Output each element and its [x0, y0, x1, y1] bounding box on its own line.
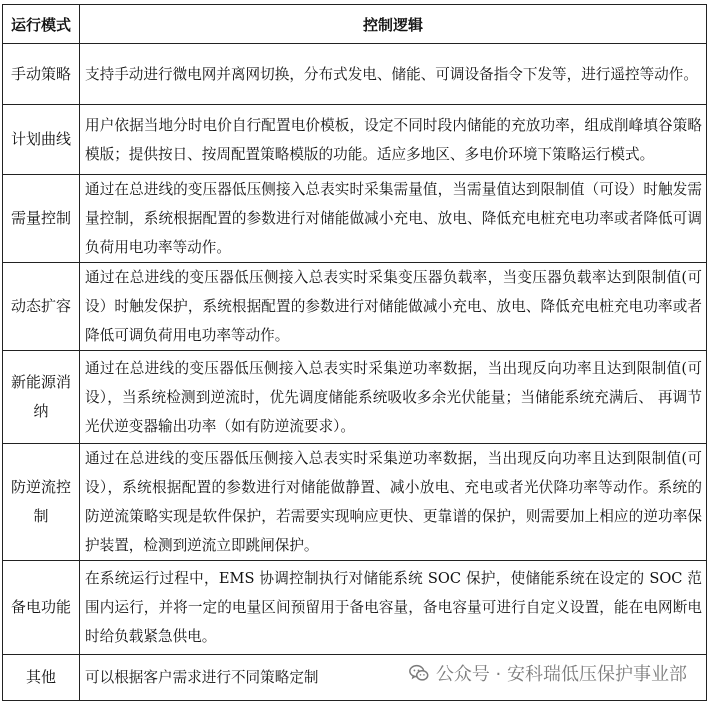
logic-cell: 通过在总进线的变压器低压侧接入总表实时采集变压器负载率，当变压器负载率达到限制值(可设）时触发保护，系统根据配置的参数进行对储能做减小充电、放电、降低充电桩充电功率或者降低可调负荷用电功率等动作。: [80, 263, 707, 351]
table-row: [3, 44, 707, 105]
logic-cell: 可以根据客户需求进行不同策略定制: [80, 655, 707, 701]
mode-cell: 备电功能: [3, 561, 80, 655]
mode-cell: 动态扩容: [3, 263, 80, 351]
mode-cell: 需量控制: [3, 175, 80, 263]
watermark-text: 公众号 · 安科瑞低压保护事业部: [435, 664, 687, 685]
mode-cell: 防逆流控制: [3, 444, 80, 561]
logic-cell: 用户依据当地分时电价自行配置电价模板，设定不同时段内储能的充放功率，组成削峰填谷策略模版；提供按日、按周配置策略模版的功能。适应多地区、多电价环境下策略运行模式。: [80, 105, 707, 175]
logic-cell: 通过在总进线的变压器低压侧接入总表实时采集逆功率数据，当出现反向功率且达到限制值(可设），当系统检测到逆流时，优先调度储能系统吸收多余光伏能量；当储能系统充满后、 再调节光伏逆变器输出功率（如有防逆流要求）。: [80, 351, 707, 444]
table-header-row: [3, 5, 707, 44]
logic-cell: 支持手动进行微电网并离网切换，分布式发电、储能、可调设备指令下发等，进行遥控等动作。: [80, 44, 707, 105]
wechat-icon: [408, 662, 430, 684]
mode-cell: 计划曲线: [3, 105, 80, 175]
mode-cell: 新能源消纳: [3, 351, 80, 444]
header-logic: 控制逻辑: [80, 5, 707, 44]
table-row: [3, 263, 707, 351]
table-row: [3, 351, 707, 444]
header-mode: 运行模式: [3, 5, 80, 44]
table-row: [3, 105, 707, 175]
logic-cell: 通过在总进线的变压器低压侧接入总表实时采集逆功率数据，当出现反向功率且达到限制值(可设），系统根据配置的参数进行对储能做静置、减小放电、充电或者光伏降功率等动作。系统的防逆流策略实现是软件保护，若需要实现响应更快、更靠谱的保护，则需要加上相应的逆功率保护装置，检测到逆流立即跳闸保护。: [80, 444, 707, 561]
mode-cell: 手动策略: [3, 44, 80, 105]
table-row: [3, 444, 707, 561]
watermark: [408, 660, 687, 686]
table-row: [3, 561, 707, 655]
operation-mode-table: [2, 4, 707, 701]
logic-cell: 在系统运行过程中，EMS 协调控制执行对储能系统 SOC 保护，使储能系统在设定的 SOC 范围内运行，并将一定的电量区间预留用于备电容量，备电容量可进行自定义设置，能在电网断电时给负载紧急供电。: [80, 561, 707, 655]
table-row: [3, 175, 707, 263]
mode-cell: 其他: [3, 655, 80, 701]
logic-cell: 通过在总进线的变压器低压侧接入总表实时采集需量值，当需量值达到限制值（可设）时触发需量控制，系统根据配置的参数进行对储能做减小充电、放电、降低充电桩充电功率或者降低可调负荷用电功率等动作。: [80, 175, 707, 263]
